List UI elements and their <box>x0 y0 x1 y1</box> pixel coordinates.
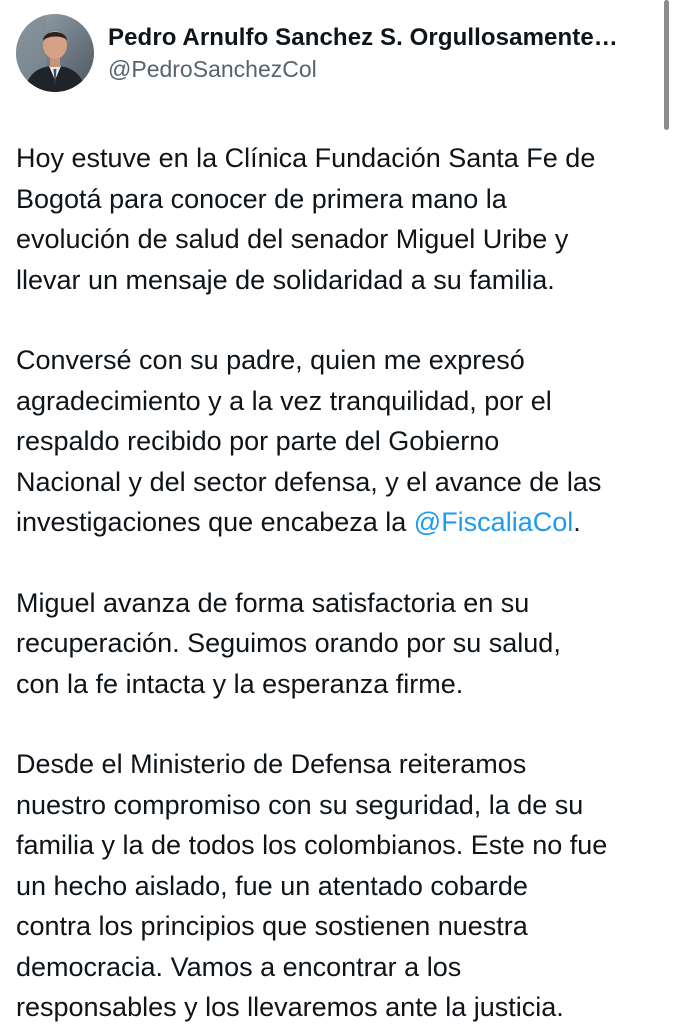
text-line: Desde el Ministerio de Defensa reiteramos <box>16 749 527 779</box>
text-line: nuestro compromiso con su seguridad, la de su <box>16 789 584 820</box>
author-info <box>108 23 618 83</box>
text-line: agradecimiento y a la vez tranquilidad, por el <box>16 385 552 416</box>
text-line: familia y la de todos los colombianos. Este no fue <box>16 830 608 860</box>
paragraph-2 <box>16 340 666 543</box>
text-fragment: . <box>573 507 581 537</box>
paragraph-3 <box>16 583 666 705</box>
text-line: evolución de salud del senador Miguel Uribe y <box>16 224 569 254</box>
text-line: un hecho aislado, fue un atentado cobarde <box>16 870 528 901</box>
text-line: recuperación. Seguimos orando por su salud, <box>16 628 561 658</box>
mention-link[interactable]: @FiscaliaCol <box>413 507 574 537</box>
text-line: democracia. Vamos a encontrar a los <box>16 951 462 982</box>
text-line: llevar un mensaje de solidaridad a su familia. <box>16 264 555 295</box>
paragraph-1 <box>16 138 666 300</box>
text-line: responsables y los llevaremos ante la justicia. <box>16 992 564 1022</box>
text-line: Hoy estuve en la Clínica Fundación Santa Fe de <box>16 143 596 173</box>
text-line: Nacional y del sector defensa, y el avance de las <box>16 466 602 497</box>
text-line: con la fe intacta y la esperanza firme. <box>16 668 464 699</box>
paragraph-4 <box>16 744 666 1024</box>
text-line: Miguel avanza de forma satisfactoria en su <box>16 587 530 618</box>
author-handle[interactable]: @PedroSanchezCol <box>108 56 317 82</box>
tweet-header <box>16 14 618 92</box>
tweet-text <box>16 138 666 1024</box>
scrollbar[interactable] <box>664 0 669 130</box>
author-name[interactable]: Pedro Arnulfo Sanchez S. Orgullosamente… <box>108 24 618 51</box>
avatar[interactable] <box>16 14 94 92</box>
text-line: respaldo recibido por parte del Gobierno <box>16 426 500 456</box>
profile-photo-icon <box>16 14 94 92</box>
text-line: Bogotá para conocer de primera mano la <box>16 183 507 214</box>
text-fragment: investigaciones que encabeza la <box>16 507 414 537</box>
text-line <box>16 502 666 543</box>
text-line: contra los principios que sostienen nuestra <box>16 911 528 941</box>
text-line: Conversé con su padre, quien me expresó <box>16 345 525 375</box>
